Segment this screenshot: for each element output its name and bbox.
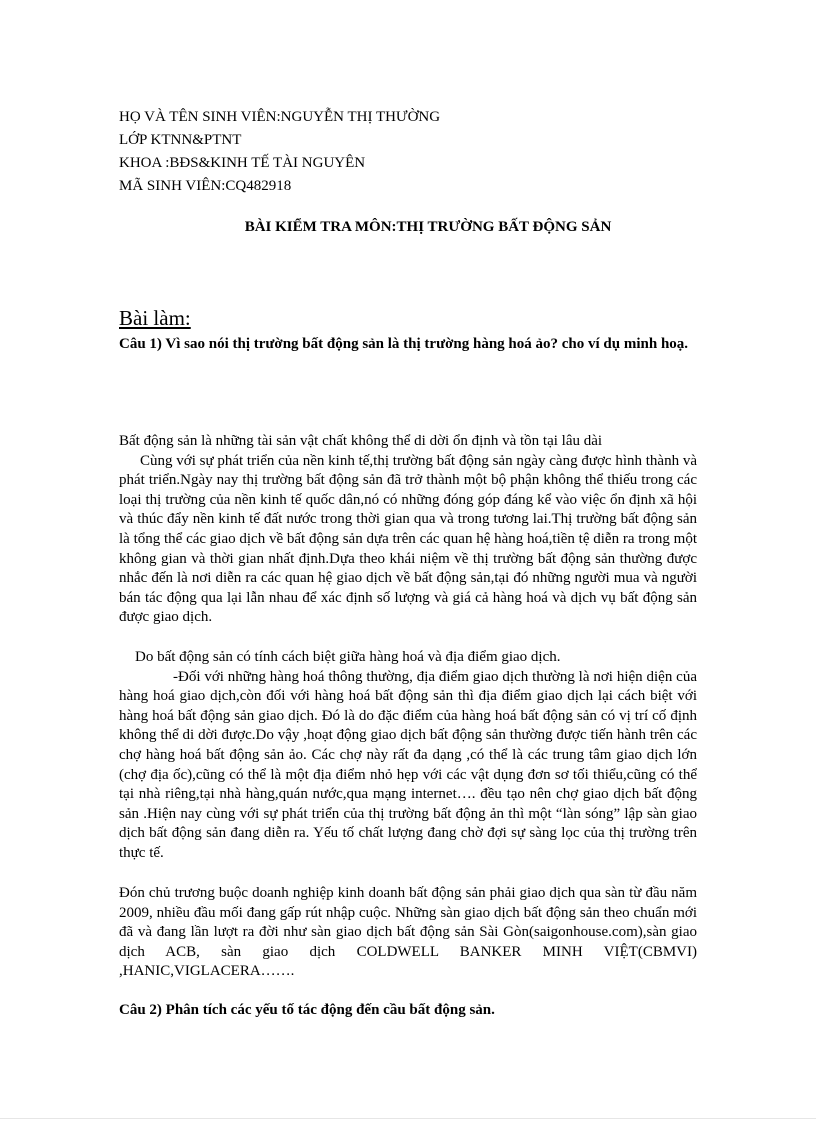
student-class: LỚP KTNN&PTNT xyxy=(119,132,242,148)
answer-paragraph-2 xyxy=(119,648,697,864)
page-bottom-divider xyxy=(0,1118,816,1119)
student-info xyxy=(119,106,440,198)
question-1: Câu 1) Vì sao nói thị trường bất động sản là thị trường hàng hoá ảo? cho ví dụ minh hoạ. xyxy=(119,336,689,352)
student-faculty: KHOA :BĐS&KINH TẾ TÀI NGUYÊN xyxy=(119,155,366,171)
answer-paragraph-3 xyxy=(119,884,697,982)
paragraph-2-body: -Đối với những hàng hoá thông thường, địa điểm giao dịch thường là nơi hiện diện của hàng hoá giao dịch,còn đối với hàng hoá bất động sản thì địa điểm giao dịch lại cách biệt với hàng hoá bất động sản giao dịch. Đó là do đặc điểm của hàng hoá bất động sản có vị trí cố định không thể di dời được.Do vậy ,hoạt động giao dịch bất động sản thường được tiến hành trên các chợ hàng hoá bất động sản ảo. Các chợ này rất đa dạng ,có thể là các trung tâm giao dịch lớn (chợ địa ốc),cũng có thể là một địa điểm nhỏ hẹp với các vật dụng đơn sơ tối thiểu,cũng có thể tại nhà riêng,tại nhà hàng,quán nước,qua mạng internet…. đều tạo nên chợ giao dịch bất động sản .Hiện nay cùng với sự phát triển của thị trường bất động ản thì một “làn sóng” lập sàn giao dịch bất động sản đang diễn ra. Yếu tố chất lượng đang chờ đợi sự sàng lọc của thị trường trên thực tế. xyxy=(119,668,697,861)
document-title: BÀI KIỂM TRA MÔN:THỊ TRƯỜNG BẤT ĐỘNG SẢN xyxy=(244,219,612,235)
student-id: MÃ SINH VIÊN:CQ482918 xyxy=(119,178,292,194)
section-heading: Bài làm: xyxy=(119,306,191,330)
student-name: HỌ VÀ TÊN SINH VIÊN:NGUYỄN THỊ THƯỜNG xyxy=(119,109,441,125)
paragraph-1-body: Cùng với sự phát triển của nền kinh tế,thị trường bất động sản ngày càng được hình thành và phát triển.Ngày nay thị trường bất động sản đã trở thành một bộ phận không thể thiếu trong các loại thị trường của nền kinh tế quốc dân,nó có những đóng góp đáng kể vào việc ổn định xã hội và thúc đẩy nền kinh tế đất nước trong thời gian qua và trong tương lai.Thị trường bất động sản là tổng thể các giao dịch về bất động sản dựa trên các quan hệ hàng hoá,tiền tệ diễn ra trong một không gian và thời gian nhất định.Dựa theo khái niệm về thị trường bất động sản thường được nhắc đến là nơi diễn ra các quan hệ giao dịch về bất động sản,tại đó những người mua và người bán tác động qua lại lẫn nhau để xác định số lượng và giá cả hàng hoá và dịch vụ bất động sản được giao dịch. xyxy=(119,452,697,626)
paragraph-1-line-1: Bất động sản là những tài sản vật chất không thể di dời ổn định và tồn tại lâu dài xyxy=(119,433,603,449)
question-2: Câu 2) Phân tích các yếu tố tác động đến cầu bất động sản. xyxy=(119,1002,495,1018)
paragraph-3-body: Đón chủ trương buộc doanh nghiệp kinh doanh bất động sản phải giao dịch qua sàn từ đầu năm 2009, nhiều đầu mối đang gấp rút nhập cuộc. Những sàn giao dịch bất động sản theo chuẩn mới đã và đang lần lượt ra đời như sàn giao dịch bất động sản Sài Gòn(saigonhouse.com),sàn giao dịch ACB, sàn giao dịch COLDWELL BANKER MINH VIỆT(CBMVI) ,HANIC,VIGLACERA……. xyxy=(119,885,697,980)
paragraph-2-line-1: Do bất động sản có tính cách biệt giữa hàng hoá và địa điểm giao dịch. xyxy=(135,649,561,665)
answer-paragraph-1 xyxy=(119,432,697,628)
